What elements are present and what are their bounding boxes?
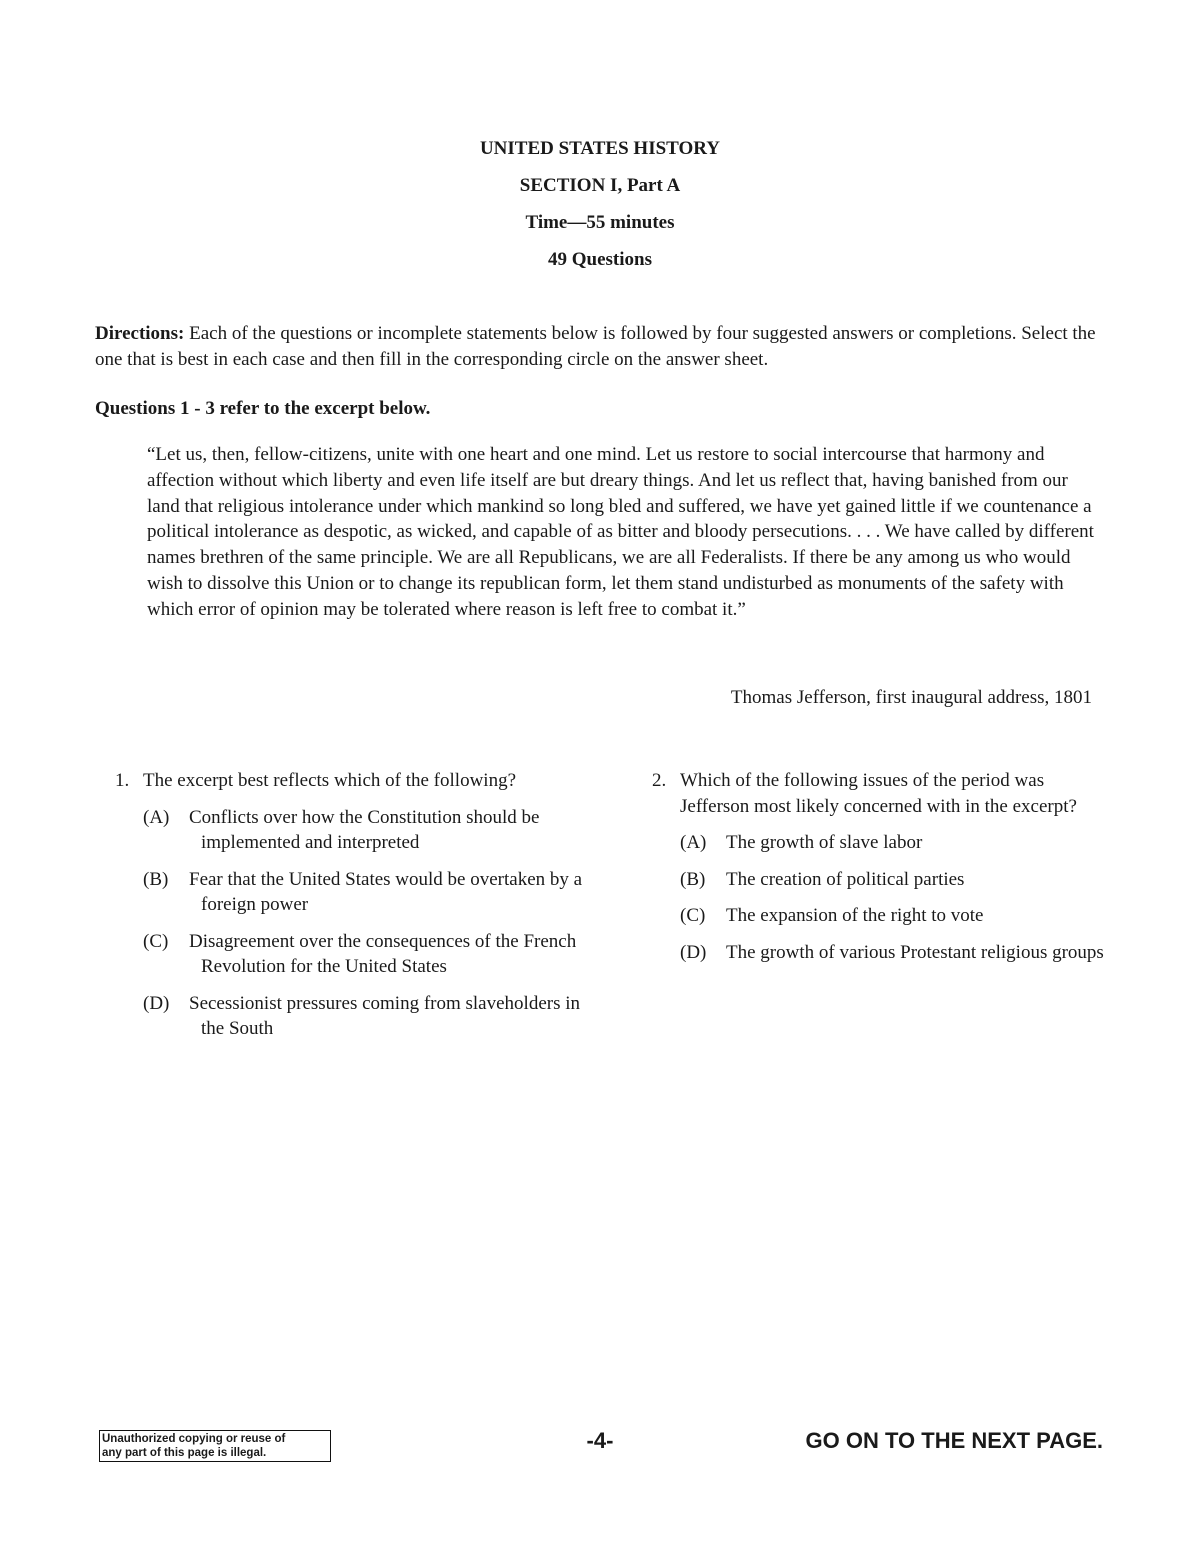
choice-a xyxy=(143,805,585,856)
choice-label: (C) xyxy=(680,905,706,926)
choice-text: The expansion of the right to vote xyxy=(726,905,984,926)
directions xyxy=(95,321,1105,373)
choice-text: Fear that the United States would be overtaken by a foreign power xyxy=(189,868,583,915)
choice-c xyxy=(143,929,585,980)
question-number: 1. xyxy=(115,770,130,791)
choice-b xyxy=(680,867,1112,893)
question-stem: Which of the following issues of the period was Jefferson most likely concerned with in the excerpt? xyxy=(680,770,1077,817)
choice-label: (B) xyxy=(680,868,706,890)
excerpt-text: “Let us, then, fellow-citizens, unite with one heart and one mind. Let us restore to social intercourse that harmony and affection without which liberty and even life itself are but dreary things. And let us reflect that, having banished from our land that religious intolerance under which mankind so long bled and suffered, we have yet gained little if we countenance a political intolerance as despotic, as wicked, and capable of as bitter and bloody persecutions. . . . We have called by different names brethren of the same principle. We are all Republicans, we are all Federalists. If there be any among us who would wish to dissolve this Union or to change its republican form, let them stand undisturbed as monuments of the safety with which error of opinion may be tolerated where reason is left free to combat it.” xyxy=(147,444,1094,620)
choice-text: The creation of political parties xyxy=(726,868,965,890)
choice-text: Secessionist pressures coming from slaveholders in the South xyxy=(189,992,581,1039)
question-2 xyxy=(652,768,1112,976)
choice-b xyxy=(143,867,585,918)
answer-choices xyxy=(115,805,585,1042)
choice-label: (D) xyxy=(680,941,707,963)
question-number: 2. xyxy=(652,770,667,791)
choice-text: Disagreement over the consequences of the French Revolution for the United States xyxy=(189,930,577,977)
answer-choices xyxy=(652,830,1112,965)
page-header xyxy=(0,136,1200,284)
choice-d xyxy=(143,991,585,1042)
question-1 xyxy=(115,768,585,1053)
choice-text: Conflicts over how the Constitution should be implemented and interpreted xyxy=(189,806,540,853)
question-count: 49 Questions xyxy=(548,249,652,270)
excerpt-attribution: Thomas Jefferson, first inaugural address, 1801 xyxy=(730,687,1092,708)
exam-title: UNITED STATES HISTORY xyxy=(479,138,721,159)
directions-label: Directions: xyxy=(95,323,185,344)
question-reference: Questions 1 - 3 refer to the excerpt below. xyxy=(95,398,431,419)
choice-d xyxy=(680,940,1112,966)
choice-label: (A) xyxy=(680,832,707,853)
copyright-notice xyxy=(99,1430,331,1462)
copyright-notice-line: Unauthorized copying or reuse of xyxy=(102,1433,286,1445)
choice-label: (C) xyxy=(143,930,169,952)
question-stem: The excerpt best reflects which of the following? xyxy=(143,770,516,791)
choice-text: The growth of various Protestant religious groups xyxy=(726,941,1104,963)
choice-label: (B) xyxy=(143,868,169,890)
page-number: -4- xyxy=(586,1428,614,1453)
choice-label: (A) xyxy=(143,806,170,828)
choice-a xyxy=(680,830,1112,856)
copyright-notice-line: any part of this page is illegal. xyxy=(102,1447,267,1459)
section-label: SECTION I, Part A xyxy=(519,175,681,196)
directions-text: Each of the questions or incomplete statements below is followed by four suggested answers or completions. Select the one that is best in each case and then fill in the corresponding circle on the answer sheet. xyxy=(95,323,1096,370)
time-limit: Time—55 minutes xyxy=(525,212,675,233)
choice-text: The growth of slave labor xyxy=(726,832,923,853)
next-page-instruction: GO ON TO THE NEXT PAGE. xyxy=(805,1428,1103,1453)
choice-c xyxy=(680,903,1112,929)
choice-label: (D) xyxy=(143,992,170,1014)
